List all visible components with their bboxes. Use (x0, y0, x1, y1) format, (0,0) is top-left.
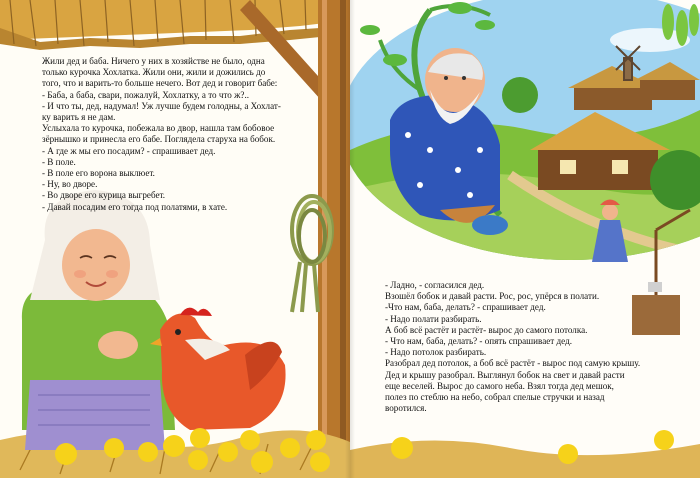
text-line: Взошёл бобок и давай расти. Рос, рос, упёрся в полати. (385, 291, 600, 302)
page-gutter (345, 0, 355, 478)
text-line: - Надо потолок разбирать. (385, 347, 487, 358)
text-line: ку варить я не дам. (42, 112, 116, 123)
text-line: - Во дворе его курица выгребет. (42, 190, 166, 201)
text-line: - Что нам, баба, делать? - опять спрашивает дед. (385, 336, 572, 347)
text-line: А боб всё растёт и растёт- вырос до самого потолка. (385, 324, 588, 335)
grandmother (22, 190, 175, 450)
right-page (350, 0, 700, 478)
text-line: Услыхала то курочка, побежала во двор, нашла там бобовое (42, 123, 275, 134)
text-line: -Что нам, баба, делать? - спрашивает дед. (385, 302, 546, 313)
text-line: еще веселей. Вырос до самого неба. Взял тогда дед мешок, (385, 380, 614, 391)
text-line: - В поле. (42, 156, 76, 167)
text-line: - В поле его ворона выклюет. (42, 168, 155, 179)
text-line: полез по стеблю на небо, собрал спелые стручки и назад (385, 392, 605, 403)
text-line: - Баба, а баба, свари, пожалуй, Хохлатку, а то что ж?.. (42, 89, 249, 100)
text-line: воротился. (385, 403, 427, 414)
text-line: того, что и варить-то больше нечего. Вот дед и говорит бабе: (42, 78, 278, 89)
text-line: - Надо полати разбирать. (385, 313, 482, 324)
left-page-text (42, 56, 312, 213)
text-line: - И что ты, дед, надумал! Уж лучше будем голодны, а Хохлат- (42, 100, 281, 111)
text-line: Дед и крышу разобрал. Выглянул бобок на свет и давай расти (385, 369, 625, 380)
text-line: Разобрал дед потолок, а боб всё растёт - вырос под самую крышу. (385, 358, 641, 369)
right-page-text (385, 280, 685, 414)
text-line: - Ладно, - согласился дед. (385, 280, 485, 290)
text-line: Жили дед и баба. Ничего у них в хозяйстве не было, одна (42, 56, 265, 66)
text-line: - А где ж мы его посадим? - спрашивает дед. (42, 145, 216, 156)
thatched-roof (0, 0, 350, 50)
text-line: зёрнышко и принесла его бабе. Поглядела старуха на бобок. (42, 134, 276, 145)
text-line: только курочка Хохлатка. Жили они, жили и дожились до (42, 67, 266, 78)
text-line: - Ну, во дворе. (42, 179, 98, 190)
text-line: - Давай посадим его тогда под полатями, в хате. (42, 201, 228, 212)
